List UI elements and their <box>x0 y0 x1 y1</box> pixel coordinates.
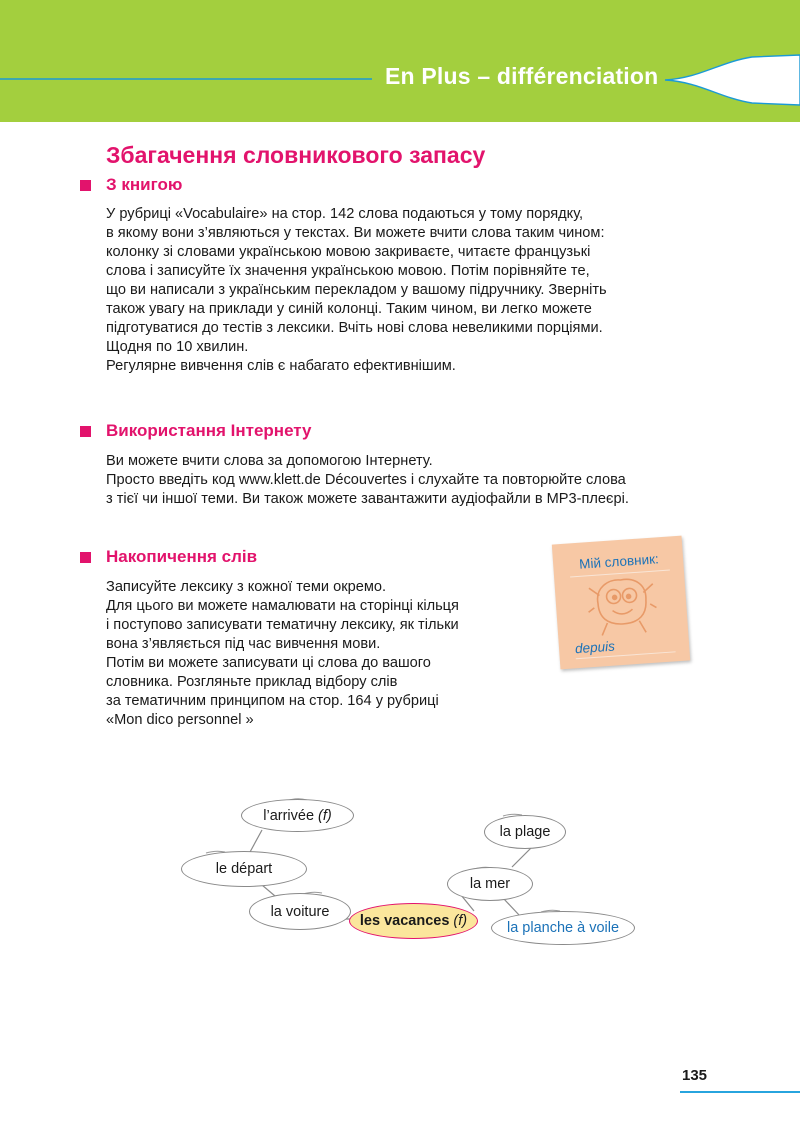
card-word: depuis <box>574 638 616 657</box>
mindmap-node-arrivee: l’arrivée (f) <box>241 799 354 832</box>
text-line: Потім ви можете записувати ці слова до вашого <box>106 655 431 671</box>
text-line: словника. Розгляньте приклад відбору слів <box>106 674 398 690</box>
section-body-collect <box>106 578 459 730</box>
header-title: En Plus – différenciation <box>385 63 659 89</box>
text-line: Щодня по 10 хвилин. <box>106 339 249 355</box>
text-line: з тієї чи іншої теми. Ви також можете завантажити аудіофайли в MP3-плеєрі. <box>106 491 629 507</box>
text-line: Ви можете вчити слова за допомогою Інтернету. <box>106 453 433 469</box>
mindmap-node-voiture: la voiture <box>249 893 351 930</box>
gender-marker: (f) <box>453 913 468 929</box>
page-title: Збагачення словникового запасу <box>106 142 486 168</box>
section-title-book: З книгою <box>106 175 183 194</box>
section-bullet <box>80 552 91 563</box>
vocabulary-card <box>552 536 690 670</box>
card-title: Мій словник: <box>578 551 660 572</box>
section-title-collect: Накопичення слів <box>106 547 258 566</box>
section-body-book <box>106 205 607 376</box>
text-line: що ви написали з українським перекладом у вашому підручнику. Зверніть <box>106 282 607 298</box>
section-bullet <box>80 180 91 191</box>
header-band <box>0 0 800 122</box>
section-bullet <box>80 426 91 437</box>
section-title-internet: Використання Інтернету <box>106 421 312 440</box>
mindmap-node-depart: le départ <box>181 851 307 887</box>
text-line: колонку зі словами українською мовою закриваєте, читаєте французькі <box>106 244 591 260</box>
text-line: Записуйте лексику з кожної теми окремо. <box>106 579 387 595</box>
text-line: також увагу на приклади у синій колонці. Таким чином, ви легко можете <box>106 301 592 317</box>
text-line: Для цього ви можете намалювати на сторінці кільця <box>106 598 459 614</box>
text-line: вона з’являється під час вивчення мови. <box>106 636 381 652</box>
text-line: «Mon dico personnel » <box>106 712 254 728</box>
text-line: У рубриці «Vocabulaire» на стор. 142 слова подаються у тому порядку, <box>106 206 584 222</box>
text-line: і поступово записувати тематичну лексику, як тільки <box>106 617 459 633</box>
page-number: 135 <box>682 1067 708 1084</box>
text-line: підготуватися до тестів з лексики. Вчіть нові слова невеликими порціями. <box>106 320 603 336</box>
mindmap-node-mer: la mer <box>447 867 533 901</box>
text-line: за тематичним принципом на стор. 164 у рубриці <box>106 693 439 709</box>
mindmap-node-plage: la plage <box>484 815 566 849</box>
gender-marker: (f) <box>318 807 332 824</box>
text-line: Просто введіть код www.klett.de Découvertes і слухайте та повторюйте слова <box>106 472 626 488</box>
header-decoration <box>0 0 800 122</box>
monster-mascot-icon <box>584 569 660 638</box>
text-line: слова і записуйте їх значення українською мовою. Потім порівняйте те, <box>106 263 590 279</box>
text-line: Регулярне вивчення слів є набагато ефективнішим. <box>106 358 456 374</box>
section-body-internet <box>106 452 629 509</box>
footer-rule <box>680 1091 800 1093</box>
mindmap-node-vacances: les vacances (f) <box>349 903 478 939</box>
mindmap-node-planche: la planche à voile <box>491 911 635 945</box>
text-line: в якому вони з’являються у текстах. Ви можете вчити слова таким чином: <box>106 225 605 241</box>
